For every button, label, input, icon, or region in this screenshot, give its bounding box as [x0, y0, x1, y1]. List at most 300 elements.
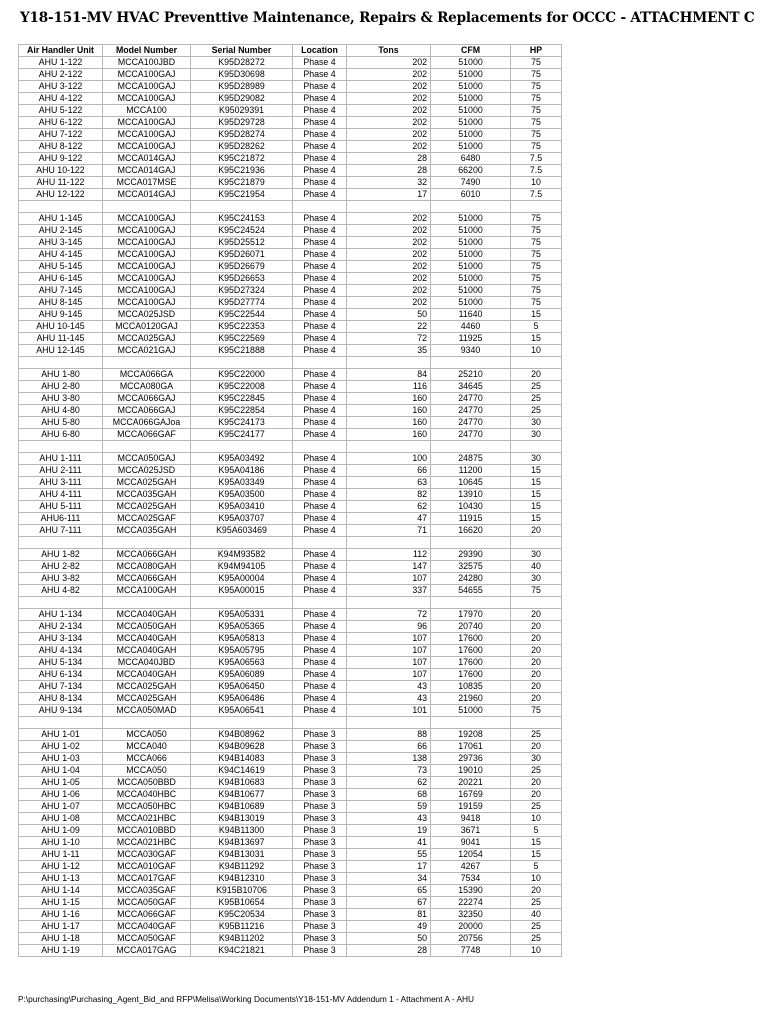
cell-location: Phase 4	[293, 93, 347, 105]
cell-serial: K95C22544	[191, 309, 293, 321]
cell-cfm: 24770	[431, 417, 511, 429]
cell-unit: AHU 1-10	[19, 837, 103, 849]
table-row	[19, 741, 562, 753]
cell-cfm: 51000	[431, 297, 511, 309]
cell-model: MCCA017GAG	[103, 945, 191, 957]
cell-model: MCCA066GA	[103, 369, 191, 381]
cell-tons: 202	[347, 141, 431, 153]
cell-serial: K95C21936	[191, 165, 293, 177]
cell-unit: AHU 4-145	[19, 249, 103, 261]
cell-cfm: 3671	[431, 825, 511, 837]
cell-tons: 82	[347, 489, 431, 501]
cell-location: Phase 4	[293, 225, 347, 237]
cell-serial: K95A03492	[191, 453, 293, 465]
cell-serial: K95D28989	[191, 81, 293, 93]
cell-unit: AHU 9-145	[19, 309, 103, 321]
cell-serial: K95C21888	[191, 345, 293, 357]
cell-model: MCCA030GAF	[103, 849, 191, 861]
cell-tons: 62	[347, 501, 431, 513]
empty-cell	[19, 201, 103, 213]
table-row	[19, 813, 562, 825]
empty-cell	[511, 597, 562, 609]
cell-model: MCCA100GAJ	[103, 273, 191, 285]
cell-hp: 20	[511, 633, 562, 645]
cell-cfm: 19010	[431, 765, 511, 777]
cell-hp: 10	[511, 873, 562, 885]
table-row	[19, 621, 562, 633]
cell-hp: 20	[511, 669, 562, 681]
cell-hp: 25	[511, 405, 562, 417]
cell-serial: K95A603469	[191, 525, 293, 537]
cell-unit: AHU 1-145	[19, 213, 103, 225]
cell-model: MCCA050	[103, 729, 191, 741]
cell-tons: 67	[347, 897, 431, 909]
cell-serial: K95A06089	[191, 669, 293, 681]
cell-hp: 40	[511, 909, 562, 921]
cell-serial: K95C24173	[191, 417, 293, 429]
empty-cell	[511, 441, 562, 453]
cell-model: MCCA025GAH	[103, 693, 191, 705]
cell-tons: 41	[347, 837, 431, 849]
cell-location: Phase 4	[293, 345, 347, 357]
table-row	[19, 189, 562, 201]
empty-cell	[511, 717, 562, 729]
cell-serial: K95A03349	[191, 477, 293, 489]
cell-hp: 10	[511, 177, 562, 189]
empty-cell	[293, 357, 347, 369]
cell-unit: AHU 1-12	[19, 861, 103, 873]
cell-hp: 30	[511, 429, 562, 441]
cell-location: Phase 4	[293, 429, 347, 441]
cell-location: Phase 4	[293, 369, 347, 381]
table-row	[19, 57, 562, 69]
table-row	[19, 549, 562, 561]
cell-hp: 75	[511, 273, 562, 285]
cell-serial: K95A06486	[191, 693, 293, 705]
table-row	[19, 873, 562, 885]
cell-cfm: 51000	[431, 69, 511, 81]
cell-tons: 81	[347, 909, 431, 921]
cell-location: Phase 4	[293, 681, 347, 693]
cell-tons: 22	[347, 321, 431, 333]
cell-unit: AHU 1-02	[19, 741, 103, 753]
cell-cfm: 6010	[431, 189, 511, 201]
cell-serial: K95C24177	[191, 429, 293, 441]
cell-model: MCCA100GAJ	[103, 249, 191, 261]
cell-hp: 20	[511, 789, 562, 801]
cell-tons: 337	[347, 585, 431, 597]
cell-location: Phase 4	[293, 177, 347, 189]
cell-tons: 202	[347, 213, 431, 225]
cell-tons: 59	[347, 801, 431, 813]
cell-serial: K94B11202	[191, 933, 293, 945]
cell-unit: AHU 2-111	[19, 465, 103, 477]
cell-location: Phase 4	[293, 693, 347, 705]
cell-model: MCCA025JSD	[103, 465, 191, 477]
cell-model: MCCA100GAJ	[103, 237, 191, 249]
cell-hp: 30	[511, 573, 562, 585]
empty-cell	[103, 597, 191, 609]
header-hp: HP	[511, 45, 562, 57]
spacer-row	[19, 441, 562, 453]
cell-cfm: 19159	[431, 801, 511, 813]
cell-location: Phase 3	[293, 921, 347, 933]
table-row	[19, 753, 562, 765]
cell-model: MCCA066	[103, 753, 191, 765]
cell-hp: 20	[511, 609, 562, 621]
cell-location: Phase 4	[293, 69, 347, 81]
cell-hp: 75	[511, 225, 562, 237]
cell-location: Phase 3	[293, 753, 347, 765]
cell-location: Phase 4	[293, 237, 347, 249]
empty-cell	[191, 441, 293, 453]
cell-serial: K95C22854	[191, 405, 293, 417]
spacer-row	[19, 537, 562, 549]
cell-serial: K95C21872	[191, 153, 293, 165]
cell-unit: AHU 4-111	[19, 489, 103, 501]
empty-cell	[103, 441, 191, 453]
table-row	[19, 825, 562, 837]
cell-cfm: 24770	[431, 393, 511, 405]
cell-tons: 112	[347, 549, 431, 561]
cell-unit: AHU 12-122	[19, 189, 103, 201]
cell-hp: 75	[511, 93, 562, 105]
cell-location: Phase 3	[293, 837, 347, 849]
table-row	[19, 165, 562, 177]
cell-tons: 116	[347, 381, 431, 393]
cell-serial: K95029391	[191, 105, 293, 117]
cell-model: MCCA040GAH	[103, 669, 191, 681]
empty-cell	[431, 357, 511, 369]
empty-cell	[431, 201, 511, 213]
cell-unit: AHU 6-145	[19, 273, 103, 285]
cell-unit: AHU 6-122	[19, 117, 103, 129]
cell-unit: AHU 1-07	[19, 801, 103, 813]
cell-model: MCCA080GA	[103, 381, 191, 393]
cell-cfm: 9418	[431, 813, 511, 825]
cell-hp: 75	[511, 705, 562, 717]
cell-hp: 15	[511, 309, 562, 321]
cell-unit: AHU 1-06	[19, 789, 103, 801]
cell-unit: AHU 7-111	[19, 525, 103, 537]
table-row	[19, 249, 562, 261]
cell-cfm: 24280	[431, 573, 511, 585]
cell-tons: 202	[347, 261, 431, 273]
cell-cfm: 11915	[431, 513, 511, 525]
file-path-footer: P:\purchasing\Purchasing_Agent_Bid_and RFP\Melisa\Working Documents\Y18-151-MV Addendum 1 - Attachment A - AHU	[18, 994, 474, 1004]
cell-unit: AHU 3-80	[19, 393, 103, 405]
cell-tons: 147	[347, 561, 431, 573]
cell-tons: 62	[347, 777, 431, 789]
cell-unit: AHU 4-82	[19, 585, 103, 597]
cell-location: Phase 3	[293, 933, 347, 945]
cell-location: Phase 4	[293, 165, 347, 177]
empty-cell	[191, 357, 293, 369]
header-serial-number: Serial Number	[191, 45, 293, 57]
empty-cell	[19, 441, 103, 453]
cell-location: Phase 4	[293, 273, 347, 285]
cell-location: Phase 4	[293, 57, 347, 69]
cell-model: MCCA066GAJoa	[103, 417, 191, 429]
cell-model: MCCA040GAF	[103, 921, 191, 933]
cell-model: MCCA010BBD	[103, 825, 191, 837]
cell-serial: K95A00015	[191, 585, 293, 597]
cell-location: Phase 4	[293, 609, 347, 621]
cell-cfm: 7534	[431, 873, 511, 885]
table-row	[19, 561, 562, 573]
cell-tons: 63	[347, 477, 431, 489]
cell-location: Phase 4	[293, 249, 347, 261]
cell-tons: 73	[347, 765, 431, 777]
cell-serial: K94B11300	[191, 825, 293, 837]
cell-tons: 202	[347, 237, 431, 249]
cell-cfm: 17600	[431, 657, 511, 669]
cell-unit: AHU 2-145	[19, 225, 103, 237]
cell-hp: 20	[511, 369, 562, 381]
table-row	[19, 453, 562, 465]
header-tons: Tons	[347, 45, 431, 57]
cell-model: MCCA100GAJ	[103, 141, 191, 153]
cell-serial: K94B09628	[191, 741, 293, 753]
empty-cell	[191, 717, 293, 729]
cell-cfm: 51000	[431, 273, 511, 285]
cell-hp: 75	[511, 285, 562, 297]
cell-model: MCCA025GAF	[103, 513, 191, 525]
cell-tons: 160	[347, 405, 431, 417]
cell-location: Phase 3	[293, 765, 347, 777]
table-row	[19, 945, 562, 957]
cell-model: MCCA040GAH	[103, 633, 191, 645]
cell-cfm: 32350	[431, 909, 511, 921]
table-row	[19, 297, 562, 309]
cell-serial: K95A06563	[191, 657, 293, 669]
cell-tons: 49	[347, 921, 431, 933]
cell-hp: 75	[511, 261, 562, 273]
cell-hp: 15	[511, 849, 562, 861]
table-row	[19, 885, 562, 897]
cell-location: Phase 4	[293, 417, 347, 429]
empty-cell	[431, 441, 511, 453]
empty-cell	[347, 537, 431, 549]
cell-hp: 5	[511, 861, 562, 873]
table-row	[19, 417, 562, 429]
cell-serial: K95C22845	[191, 393, 293, 405]
table-row	[19, 477, 562, 489]
cell-cfm: 24875	[431, 453, 511, 465]
empty-cell	[293, 537, 347, 549]
cell-tons: 84	[347, 369, 431, 381]
cell-model: MCCA066GAF	[103, 909, 191, 921]
cell-unit: AHU 2-122	[19, 69, 103, 81]
cell-model: MCCA066GAF	[103, 429, 191, 441]
cell-cfm: 10645	[431, 477, 511, 489]
cell-serial: K95C21879	[191, 177, 293, 189]
empty-cell	[347, 441, 431, 453]
cell-serial: K94B14083	[191, 753, 293, 765]
cell-model: MCCA025GAH	[103, 501, 191, 513]
cell-unit: AHU 11-122	[19, 177, 103, 189]
empty-cell	[19, 597, 103, 609]
cell-unit: AHU 8-122	[19, 141, 103, 153]
cell-hp: 75	[511, 117, 562, 129]
cell-tons: 202	[347, 57, 431, 69]
cell-hp: 75	[511, 129, 562, 141]
cell-unit: AHU 10-145	[19, 321, 103, 333]
cell-tons: 65	[347, 885, 431, 897]
table-row	[19, 657, 562, 669]
cell-unit: AHU 6-134	[19, 669, 103, 681]
cell-tons: 107	[347, 669, 431, 681]
table-row	[19, 345, 562, 357]
cell-cfm: 11200	[431, 465, 511, 477]
cell-tons: 17	[347, 861, 431, 873]
cell-serial: K94B13697	[191, 837, 293, 849]
cell-hp: 75	[511, 237, 562, 249]
cell-serial: K95C20534	[191, 909, 293, 921]
cell-cfm: 13910	[431, 489, 511, 501]
cell-cfm: 66200	[431, 165, 511, 177]
cell-cfm: 9340	[431, 345, 511, 357]
cell-unit: AHU 3-145	[19, 237, 103, 249]
table-row	[19, 501, 562, 513]
cell-tons: 32	[347, 177, 431, 189]
cell-serial: K94C14619	[191, 765, 293, 777]
cell-cfm: 22274	[431, 897, 511, 909]
cell-location: Phase 3	[293, 729, 347, 741]
cell-unit: AHU 1-13	[19, 873, 103, 885]
cell-serial: K94B10689	[191, 801, 293, 813]
cell-location: Phase 4	[293, 513, 347, 525]
cell-hp: 25	[511, 393, 562, 405]
table-row	[19, 777, 562, 789]
cell-hp: 75	[511, 213, 562, 225]
cell-unit: AHU 6-80	[19, 429, 103, 441]
cell-serial: K95A03500	[191, 489, 293, 501]
table-row	[19, 669, 562, 681]
cell-tons: 202	[347, 81, 431, 93]
cell-hp: 25	[511, 933, 562, 945]
table-row	[19, 321, 562, 333]
cell-cfm: 34645	[431, 381, 511, 393]
cell-tons: 100	[347, 453, 431, 465]
table-row	[19, 273, 562, 285]
table-row	[19, 513, 562, 525]
empty-cell	[19, 717, 103, 729]
cell-tons: 202	[347, 69, 431, 81]
cell-cfm: 10430	[431, 501, 511, 513]
cell-serial: K95C24524	[191, 225, 293, 237]
cell-model: MCCA021HBC	[103, 813, 191, 825]
cell-model: MCCA017MSE	[103, 177, 191, 189]
cell-tons: 101	[347, 705, 431, 717]
table-row	[19, 693, 562, 705]
cell-unit: AHU 1-09	[19, 825, 103, 837]
table-row	[19, 849, 562, 861]
cell-model: MCCA040GAH	[103, 609, 191, 621]
cell-model: MCCA025JSD	[103, 309, 191, 321]
cell-hp: 30	[511, 753, 562, 765]
cell-unit: AHU 12-145	[19, 345, 103, 357]
spacer-row	[19, 717, 562, 729]
table-row	[19, 237, 562, 249]
table-row	[19, 177, 562, 189]
empty-cell	[19, 537, 103, 549]
cell-serial: K94B10677	[191, 789, 293, 801]
cell-model: MCCA100GAJ	[103, 69, 191, 81]
cell-model: MCCA050GAJ	[103, 453, 191, 465]
cell-serial: K95D26653	[191, 273, 293, 285]
cell-location: Phase 4	[293, 561, 347, 573]
table-row	[19, 381, 562, 393]
cell-cfm: 7490	[431, 177, 511, 189]
cell-unit: AHU 1-82	[19, 549, 103, 561]
cell-tons: 202	[347, 93, 431, 105]
cell-serial: K95A03707	[191, 513, 293, 525]
cell-unit: AHU 1-01	[19, 729, 103, 741]
cell-model: MCCA021GAJ	[103, 345, 191, 357]
table-row	[19, 405, 562, 417]
cell-serial: K915B10706	[191, 885, 293, 897]
cell-cfm: 24770	[431, 405, 511, 417]
cell-serial: K95C21954	[191, 189, 293, 201]
empty-cell	[191, 597, 293, 609]
table-row	[19, 261, 562, 273]
empty-cell	[347, 357, 431, 369]
cell-tons: 107	[347, 573, 431, 585]
cell-serial: K95A00004	[191, 573, 293, 585]
table-row	[19, 393, 562, 405]
cell-hp: 25	[511, 765, 562, 777]
cell-unit: AHU 1-80	[19, 369, 103, 381]
cell-location: Phase 3	[293, 813, 347, 825]
cell-serial: K94B11292	[191, 861, 293, 873]
header-model-number: Model Number	[103, 45, 191, 57]
cell-serial: K94M93582	[191, 549, 293, 561]
cell-hp: 75	[511, 81, 562, 93]
cell-location: Phase 3	[293, 741, 347, 753]
cell-hp: 30	[511, 549, 562, 561]
cell-serial: K94B08962	[191, 729, 293, 741]
cell-serial: K95C22353	[191, 321, 293, 333]
table-row	[19, 429, 562, 441]
table-row	[19, 933, 562, 945]
empty-cell	[347, 717, 431, 729]
cell-unit: AHU 2-80	[19, 381, 103, 393]
cell-model: MCCA025GAH	[103, 681, 191, 693]
cell-location: Phase 4	[293, 333, 347, 345]
cell-model: MCCA014GAJ	[103, 165, 191, 177]
cell-hp: 30	[511, 417, 562, 429]
empty-cell	[103, 357, 191, 369]
cell-cfm: 11925	[431, 333, 511, 345]
cell-unit: AHU 1-11	[19, 849, 103, 861]
cell-tons: 72	[347, 333, 431, 345]
cell-hp: 30	[511, 453, 562, 465]
cell-model: MCCA050BBD	[103, 777, 191, 789]
table-body	[19, 57, 562, 957]
cell-unit: AHU 5-122	[19, 105, 103, 117]
cell-unit: AHU 1-03	[19, 753, 103, 765]
cell-tons: 43	[347, 681, 431, 693]
cell-unit: AHU 5-134	[19, 657, 103, 669]
table-row	[19, 573, 562, 585]
table-row	[19, 897, 562, 909]
table-row	[19, 213, 562, 225]
cell-cfm: 51000	[431, 117, 511, 129]
cell-model: MCCA050GAF	[103, 933, 191, 945]
cell-cfm: 9041	[431, 837, 511, 849]
cell-tons: 202	[347, 297, 431, 309]
